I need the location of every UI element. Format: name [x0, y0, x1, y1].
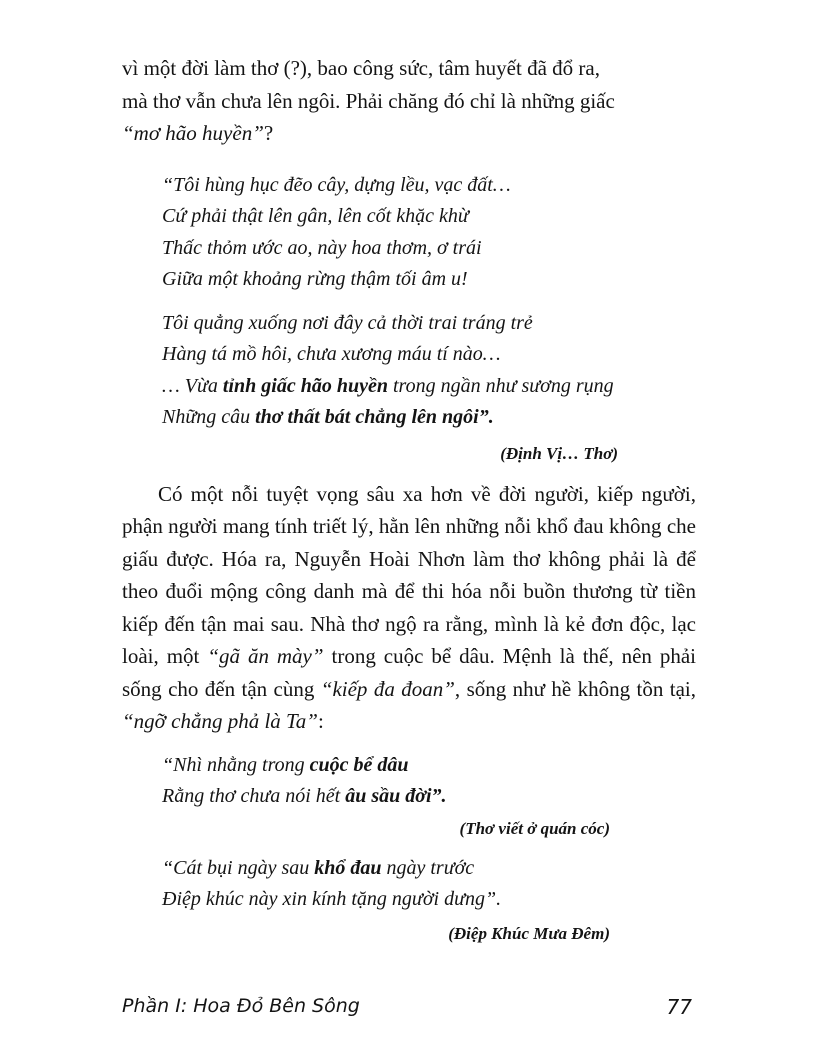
body-text: : — [317, 709, 324, 733]
poem-line — [162, 371, 696, 403]
poem-line — [162, 781, 696, 813]
poem-line: “Tôi hùng hục đẽo cây, dựng lều, vạc đất… — [162, 173, 511, 196]
poem-text: “Nhì nhằng trong — [162, 753, 310, 776]
body-text: , sống như hề không tồn tại, — [454, 676, 697, 701]
poem-3 — [162, 853, 696, 916]
body-quote: “gã ăn mày” — [207, 644, 324, 668]
page-number: 77 — [666, 995, 692, 1019]
intro-paragraph — [122, 52, 696, 150]
body-quote: “kiếp đa đoan” — [320, 676, 455, 701]
poem-text: … Vừa — [162, 374, 223, 397]
poem-text: “Cát bụi ngày sau — [162, 856, 315, 879]
poem-emphasis: khổ đau — [314, 856, 382, 879]
running-footer-chapter: Phần I: Hoa Đỏ Bên Sông — [122, 995, 360, 1017]
poem-credit-2: (Thơ viết ở quán cóc) — [459, 818, 610, 838]
intro-line-1: vì một đời làm thơ (?), bao công sức, tâm huyết đã đổ ra, — [122, 56, 600, 80]
poem-credit-3: (Điệp Khúc Mưa Đêm) — [448, 923, 610, 943]
poem-line — [162, 402, 696, 434]
poem-emphasis: âu sầu đời”. — [345, 785, 447, 807]
poem-line: Tôi quẳng xuống nơi đây cả thời trai tráng trẻ — [162, 311, 533, 334]
page-body — [122, 52, 696, 944]
poem-text: ngày trước — [381, 856, 475, 879]
poem-line — [162, 853, 696, 885]
poem-text: Những câu — [162, 406, 256, 428]
poem-text: trong ngần như sương rụng — [387, 374, 614, 397]
poem-credit-1: (Định Vị… Thơ) — [500, 443, 618, 463]
poem-emphasis: tỉnh giấc hão huyền — [222, 374, 388, 397]
body-quote: “ngỡ chẳng phả là Ta” — [122, 709, 318, 733]
poem-line — [162, 750, 696, 782]
poem-line: Điệp khúc này xin kính tặng người dưng”. — [162, 888, 502, 910]
intro-quote: “mơ hão huyền” — [122, 121, 264, 145]
intro-tail: ? — [263, 121, 274, 145]
poem-emphasis: cuộc bể dâu — [309, 753, 409, 776]
intro-line-2: mà thơ vẫn chưa lên ngôi. Phải chăng đó chỉ là những giấc — [122, 88, 615, 113]
poem-2 — [162, 750, 696, 813]
body-paragraph — [122, 478, 696, 738]
poem-emphasis: thơ thất bát chẳng lên ngôi”. — [255, 406, 494, 428]
body-text: Có một nỗi tuyệt vọng sâu xa hơn về đời người, kiếp người, phận người mang tính triết lý, hằn lên những nỗi khổ đau không che giấu được. Hóa ra, Nguyễn Hoài Nhơn làm thơ không phải là để theo đuổi mộng công danh mà để thi hóa nỗi buồn thương từ tiền kiếp đến tận mai sau. Nhà thơ ngộ ra rằng, mình là kẻ đơn độc, lạc loài, một — [122, 481, 696, 668]
poem-line: Hàng tá mồ hôi, chưa xương máu tí nào… — [162, 343, 501, 365]
poem-text: Rằng thơ chưa nói hết — [162, 785, 346, 807]
poem-line: Thấc thỏm ước ao, này hoa thơm, ơ trái — [162, 236, 482, 259]
poem-stanza-1 — [162, 170, 696, 296]
body-text: trong cuộc bể dâu. Mệnh là thế, nên phải sống cho đến tận cùng — [122, 644, 696, 701]
poem-stanza-2 — [162, 308, 696, 434]
poem-line: Giữa một khoảng rừng thậm tối âm u! — [162, 268, 468, 290]
poem-line: Cứ phải thật lên gân, lên cốt khặc khừ — [162, 205, 469, 227]
